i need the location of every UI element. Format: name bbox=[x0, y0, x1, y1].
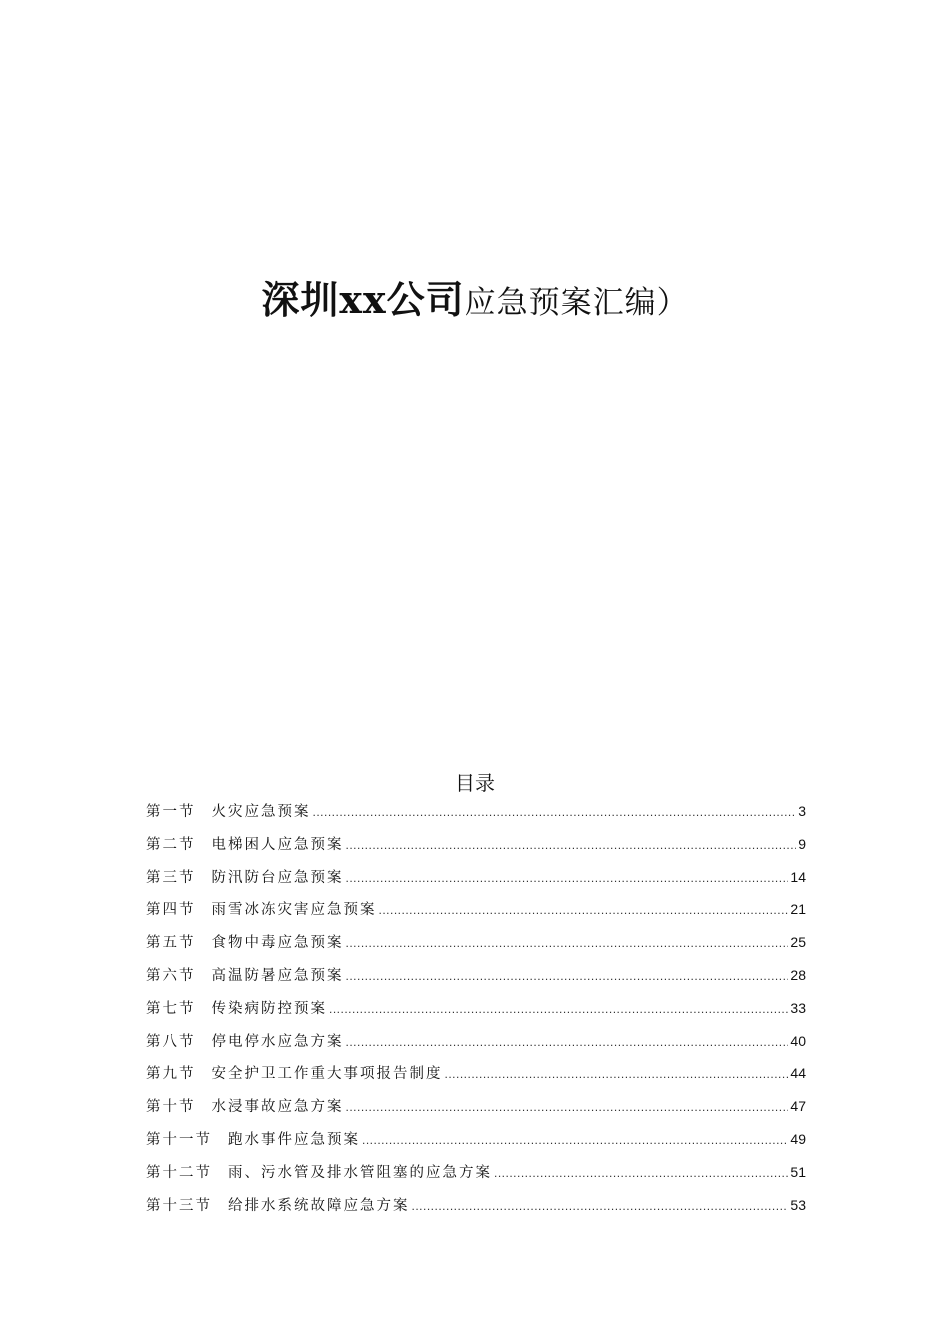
document-title bbox=[0, 272, 950, 336]
toc-entry-page: 9 bbox=[798, 835, 806, 852]
document-title-company: 深圳xx公司 bbox=[261, 277, 465, 322]
toc-entry-page: 51 bbox=[790, 1163, 806, 1180]
toc-entry-section: 第八节 bbox=[146, 1033, 196, 1050]
toc-entry-page: 47 bbox=[790, 1098, 806, 1115]
toc-entry[interactable] bbox=[146, 1057, 806, 1090]
toc-heading: 目录 bbox=[455, 771, 495, 795]
toc-entry[interactable] bbox=[146, 893, 806, 926]
toc-entry-title: 防汛防台应急预案 bbox=[211, 869, 344, 886]
toc-entry-section: 第十三节 bbox=[146, 1197, 212, 1214]
toc-entry-title: 雨雪冰冻灾害应急预案 bbox=[211, 902, 377, 919]
toc-entry-leader bbox=[313, 796, 797, 829]
toc-entry-title: 停电停水应急方案 bbox=[211, 1033, 344, 1050]
toc-entry-title: 高温防暑应急预案 bbox=[211, 967, 344, 984]
table-of-contents bbox=[146, 795, 806, 1221]
toc-entry[interactable] bbox=[146, 828, 806, 861]
toc-entry-title: 电梯困人应急预案 bbox=[211, 836, 344, 853]
toc-entry-section: 第三节 bbox=[146, 869, 196, 886]
toc-entry-leader bbox=[346, 1091, 789, 1124]
toc-entry-section: 第十一节 bbox=[146, 1131, 212, 1148]
toc-entry[interactable] bbox=[146, 1156, 806, 1189]
document-title-subject: 应急预案汇编） bbox=[464, 285, 689, 321]
toc-entry-leader bbox=[379, 894, 789, 927]
toc-entry-page: 40 bbox=[790, 1032, 806, 1049]
toc-entry-title: 火灾应急预案 bbox=[211, 804, 311, 820]
toc-entry-leader bbox=[346, 829, 797, 862]
toc-entry-section: 第二节 bbox=[146, 836, 196, 853]
toc-entry-leader bbox=[494, 1157, 788, 1190]
toc-entry-page: 21 bbox=[790, 901, 806, 918]
toc-entry-leader bbox=[346, 960, 789, 993]
toc-entry-leader bbox=[346, 927, 789, 960]
toc-entry-section: 第十节 bbox=[146, 1099, 196, 1116]
toc-entry-page: 44 bbox=[790, 1065, 806, 1082]
toc-entry-leader bbox=[412, 1190, 789, 1223]
toc-entry-leader bbox=[329, 993, 788, 1026]
toc-entry[interactable] bbox=[146, 1090, 806, 1123]
toc-entry[interactable] bbox=[146, 1189, 806, 1222]
toc-entry-title: 给排水系统故障应急方案 bbox=[228, 1197, 410, 1214]
toc-entry-page: 53 bbox=[790, 1196, 806, 1213]
toc-entry-section: 第七节 bbox=[146, 1000, 196, 1017]
toc-entry[interactable] bbox=[146, 959, 806, 992]
toc-entry-section: 第五节 bbox=[146, 935, 196, 952]
toc-entry-section: 第九节 bbox=[146, 1066, 196, 1083]
toc-entry-page: 3 bbox=[798, 803, 806, 819]
toc-entry[interactable] bbox=[146, 926, 806, 959]
toc-entry-leader bbox=[346, 1026, 789, 1059]
toc-entry-title: 安全护卫工作重大事项报告制度 bbox=[211, 1066, 443, 1083]
toc-entry[interactable] bbox=[146, 795, 806, 828]
toc-entry-section: 第十二节 bbox=[146, 1164, 212, 1181]
toc-entry[interactable] bbox=[146, 1123, 806, 1156]
toc-entry-title: 传染病防控预案 bbox=[211, 1000, 327, 1017]
toc-entry-page: 49 bbox=[790, 1130, 806, 1147]
toc-entry-title: 雨、污水管及排水管阻塞的应急方案 bbox=[228, 1164, 492, 1181]
toc-entry-title: 跑水事件应急预案 bbox=[228, 1131, 360, 1148]
toc-entry-title: 食物中毒应急预案 bbox=[211, 935, 344, 952]
toc-entry-title: 水浸事故应急方案 bbox=[211, 1099, 344, 1116]
toc-entry-leader bbox=[362, 1124, 788, 1157]
toc-entry-page: 28 bbox=[790, 966, 806, 983]
toc-entry-page: 33 bbox=[790, 999, 806, 1016]
toc-entry[interactable] bbox=[146, 861, 806, 894]
toc-entry-leader bbox=[346, 862, 789, 895]
toc-entry-section: 第一节 bbox=[146, 804, 196, 820]
toc-entry[interactable] bbox=[146, 1025, 806, 1058]
toc-entry-page: 14 bbox=[790, 868, 806, 885]
toc-entry-leader bbox=[445, 1058, 789, 1091]
toc-entry-section: 第四节 bbox=[146, 902, 196, 919]
toc-entry[interactable] bbox=[146, 992, 806, 1025]
toc-entry-page: 25 bbox=[790, 934, 806, 951]
toc-entry-section: 第六节 bbox=[146, 967, 196, 984]
